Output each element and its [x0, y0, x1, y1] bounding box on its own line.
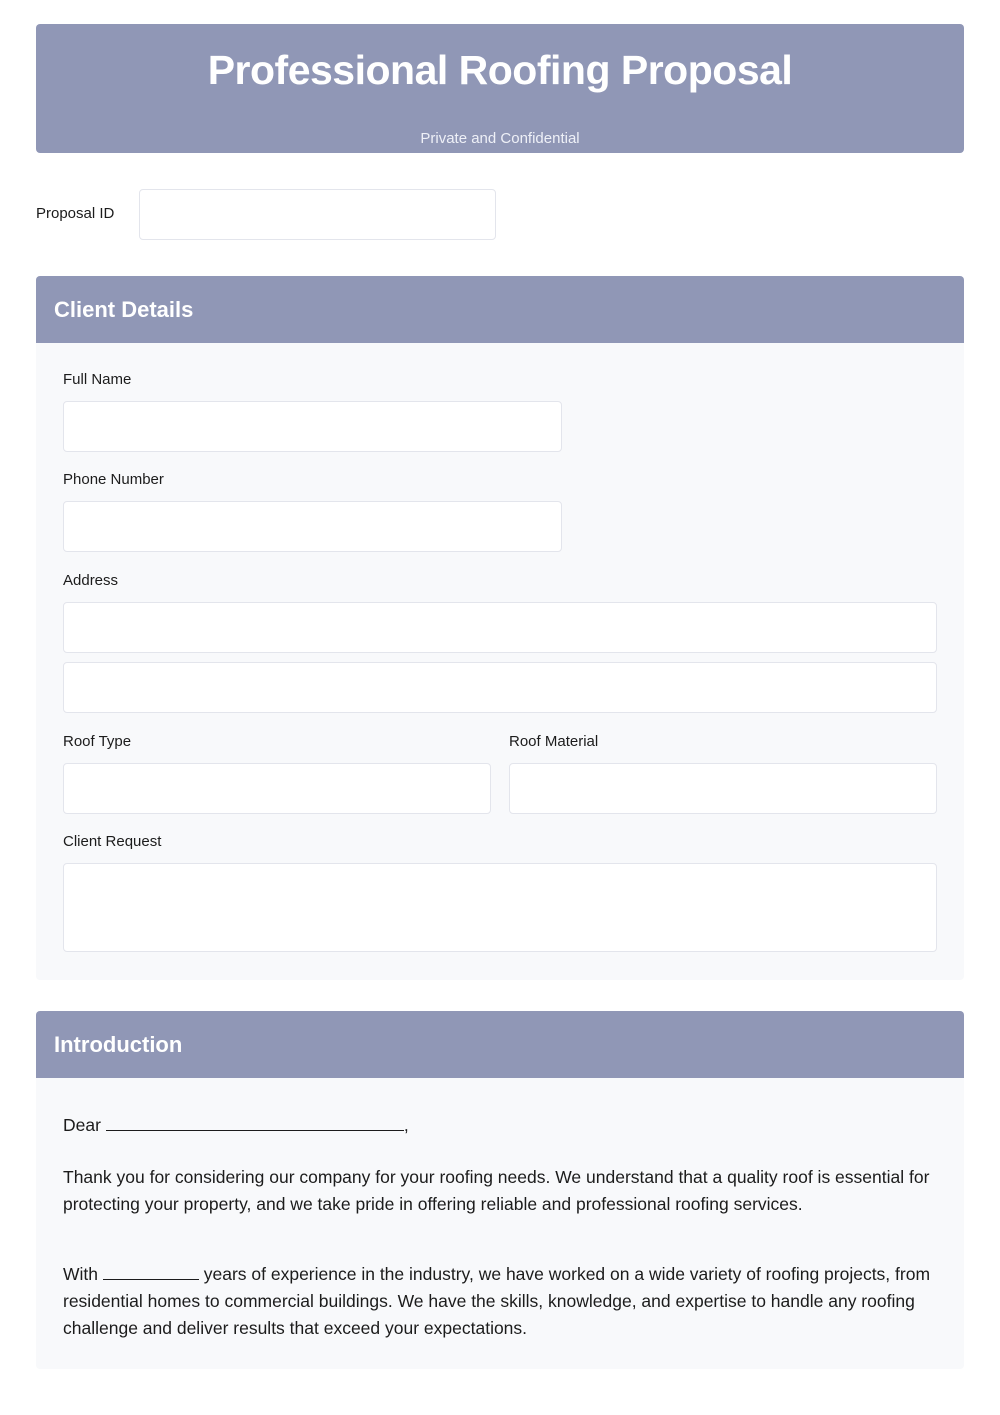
address-label: Address [63, 572, 119, 589]
paragraph2-rest: years of experience in the industry, we have worked on a wide variety of roofing projects, from residential homes to commercial buildings. We have the skills, knowledge, and expertise to handle any roofing challenge and deliver results that exceed your expectations. [63, 1264, 931, 1338]
proposal-id-input[interactable] [139, 189, 496, 240]
roof-material-input[interactable] [509, 763, 937, 814]
years-experience-blank[interactable] [103, 1261, 199, 1280]
roof-material-label: Roof Material [509, 733, 599, 750]
introduction-title: Introduction [54, 1032, 183, 1057]
client-details-header [36, 276, 964, 343]
full-name-input[interactable] [63, 401, 562, 452]
proposal-id-label: Proposal ID [36, 205, 115, 222]
intro-paragraph-2 [63, 1261, 935, 1342]
full-name-label: Full Name [63, 371, 132, 388]
introduction-header [36, 1011, 964, 1078]
phone-number-input[interactable] [63, 501, 562, 552]
address-line2-input[interactable] [63, 662, 937, 713]
page-subtitle: Private and Confidential [420, 130, 580, 147]
paragraph2-prefix: With [63, 1264, 98, 1284]
header-banner [36, 24, 964, 153]
proposal-id-row [36, 189, 496, 240]
introduction-section [36, 1011, 964, 1369]
salutation-prefix: Dear [63, 1115, 101, 1135]
client-details-title: Client Details [54, 297, 194, 322]
intro-paragraph-1: Thank you for considering our company for your roofing needs. We understand that a quality roof is essential for protecting your property, and we take pride in offering reliable and professional roofing services. [63, 1167, 930, 1214]
roof-type-label: Roof Type [63, 733, 132, 750]
salutation-suffix: , [403, 1115, 409, 1135]
client-details-section [36, 276, 964, 980]
salutation-line [63, 1112, 935, 1139]
page-title: Professional Roofing Proposal [207, 47, 793, 93]
client-request-textarea[interactable] [63, 863, 937, 952]
client-request-label: Client Request [63, 833, 162, 850]
phone-number-label: Phone Number [63, 471, 164, 488]
address-line1-input[interactable] [63, 602, 937, 653]
recipient-name-blank[interactable] [106, 1112, 404, 1131]
roof-type-input[interactable] [63, 763, 491, 814]
